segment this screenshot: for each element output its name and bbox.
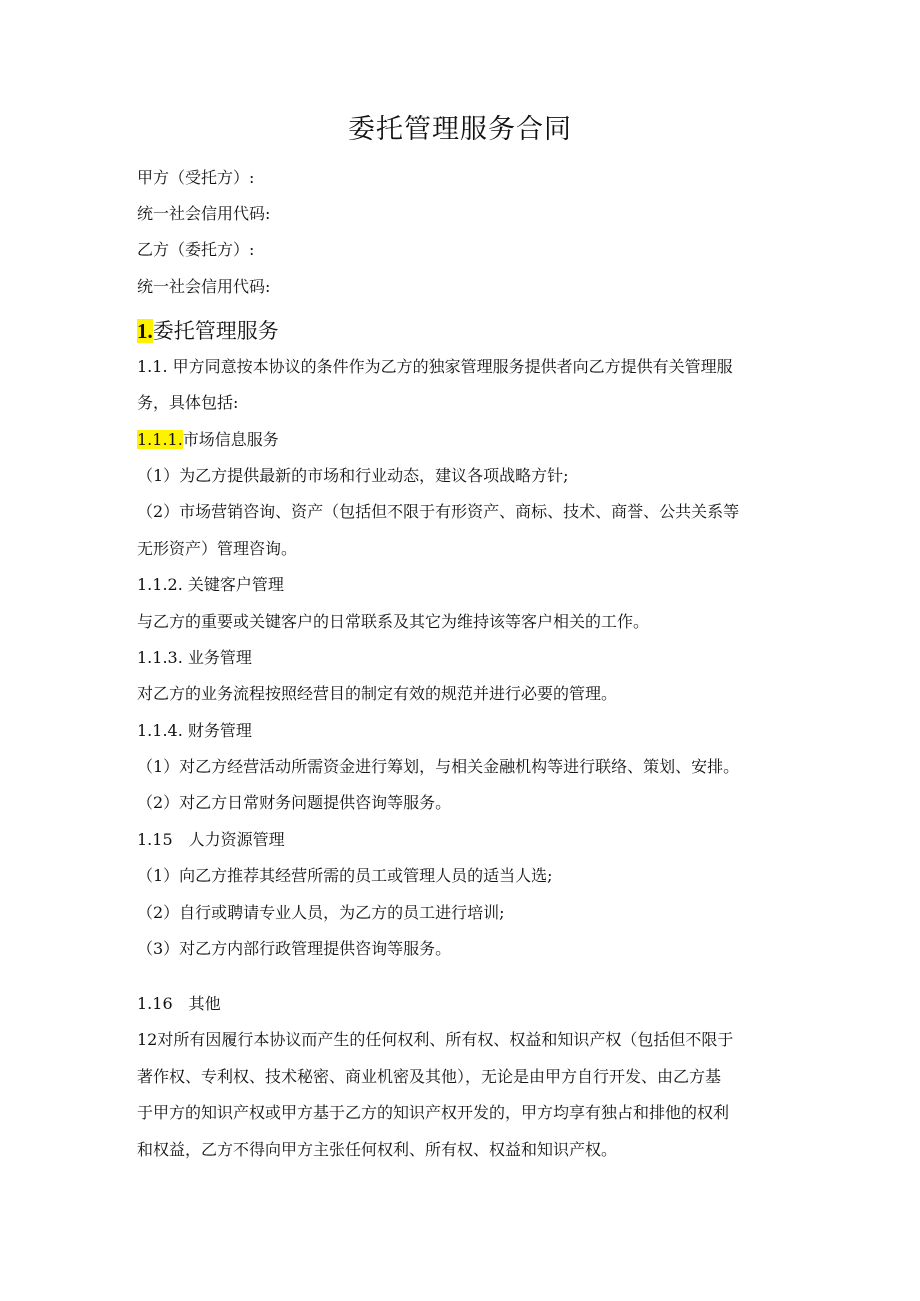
paragraph-12-line-1: 12对所有因履行本协议而产生的任何权利、所有权、权益和知识产权（包括但不限于 xyxy=(137,1030,734,1049)
party-b-label: 乙方（委托方）: xyxy=(137,240,255,259)
party-a-label: 甲方（受托方）: xyxy=(137,168,255,187)
subsection-1-1-4-heading: 1.1.4. 财务管理 xyxy=(137,721,252,740)
subsection-1-1-3-heading: 1.1.3. 业务管理 xyxy=(137,648,252,667)
document-title: 委托管理服务合同 xyxy=(348,114,572,145)
item-1-15-b: （2）自行或聘请专业人员，为乙方的员工进行培训; xyxy=(137,903,505,922)
subsection-1-1-1-title: 市场信息服务 xyxy=(182,430,279,449)
item-1-1-1-b-line-1: （2）市场营销咨询、资产（包括但不限于有形资产、商标、技术、商誉、公共关系等 xyxy=(137,502,740,521)
subsection-1-1-2-heading: 1.1.2. 关键客户管理 xyxy=(137,575,284,594)
item-1-1-1-b-line-2: 无形资产）管理咨询。 xyxy=(137,539,298,558)
section-1-title: 委托管理服务 xyxy=(152,319,279,343)
paragraph-12-line-2: 著作权、专利权、技术秘密、商业机密及其他），无论是由甲方自行开发、由乙方基 xyxy=(137,1067,722,1086)
clause-1-1-line-2: 务，具体包括: xyxy=(137,393,239,412)
subsection-1-1-1-number: 1.1.1. xyxy=(137,430,183,449)
subsection-1-1-3-text: 对乙方的业务流程按照经营目的制定有效的规范并进行必要的管理。 xyxy=(137,684,618,703)
subsection-1-1-2-text: 与乙方的重要或关键客户的日常联系及其它为维持该等客户相关的工作。 xyxy=(137,612,650,631)
clause-1-1-line-1: 1.1. 甲方同意按本协议的条件作为乙方的独家管理服务提供者向乙方提供有关管理服 xyxy=(137,357,733,376)
subsection-1-16-heading: 1.16 其他 xyxy=(137,994,221,1013)
section-1-heading xyxy=(137,316,787,346)
party-b-credit-code-label: 统一社会信用代码: xyxy=(137,277,271,296)
paragraph-12-line-4: 和权益，乙方不得向甲方主张任何权利、所有权、权益和知识产权。 xyxy=(137,1140,618,1159)
item-1-1-1-a: （1）为乙方提供最新的市场和行业动态，建议各项战略方针; xyxy=(137,466,569,485)
party-a-credit-code-label: 统一社会信用代码: xyxy=(137,204,271,223)
item-1-1-4-b: （2）对乙方日常财务问题提供咨询等服务。 xyxy=(137,793,452,812)
paragraph-12-line-3: 于甲方的知识产权或甲方基于乙方的知识产权开发的，甲方均享有独占和排他的权利 xyxy=(137,1103,730,1122)
subsection-1-1-1-heading xyxy=(137,428,787,452)
item-1-1-4-a: （1）对乙方经营活动所需资金进行筹划，与相关金融机构等进行联络、策划、安排。 xyxy=(137,757,740,776)
item-1-15-a: （1）向乙方推荐其经营所需的员工或管理人员的适当人选; xyxy=(137,866,553,885)
item-1-15-c: （3）对乙方内部行政管理提供咨询等服务。 xyxy=(137,939,452,958)
section-1-number: 1. xyxy=(137,319,153,343)
subsection-1-15-heading: 1.15 人力资源管理 xyxy=(137,830,285,849)
